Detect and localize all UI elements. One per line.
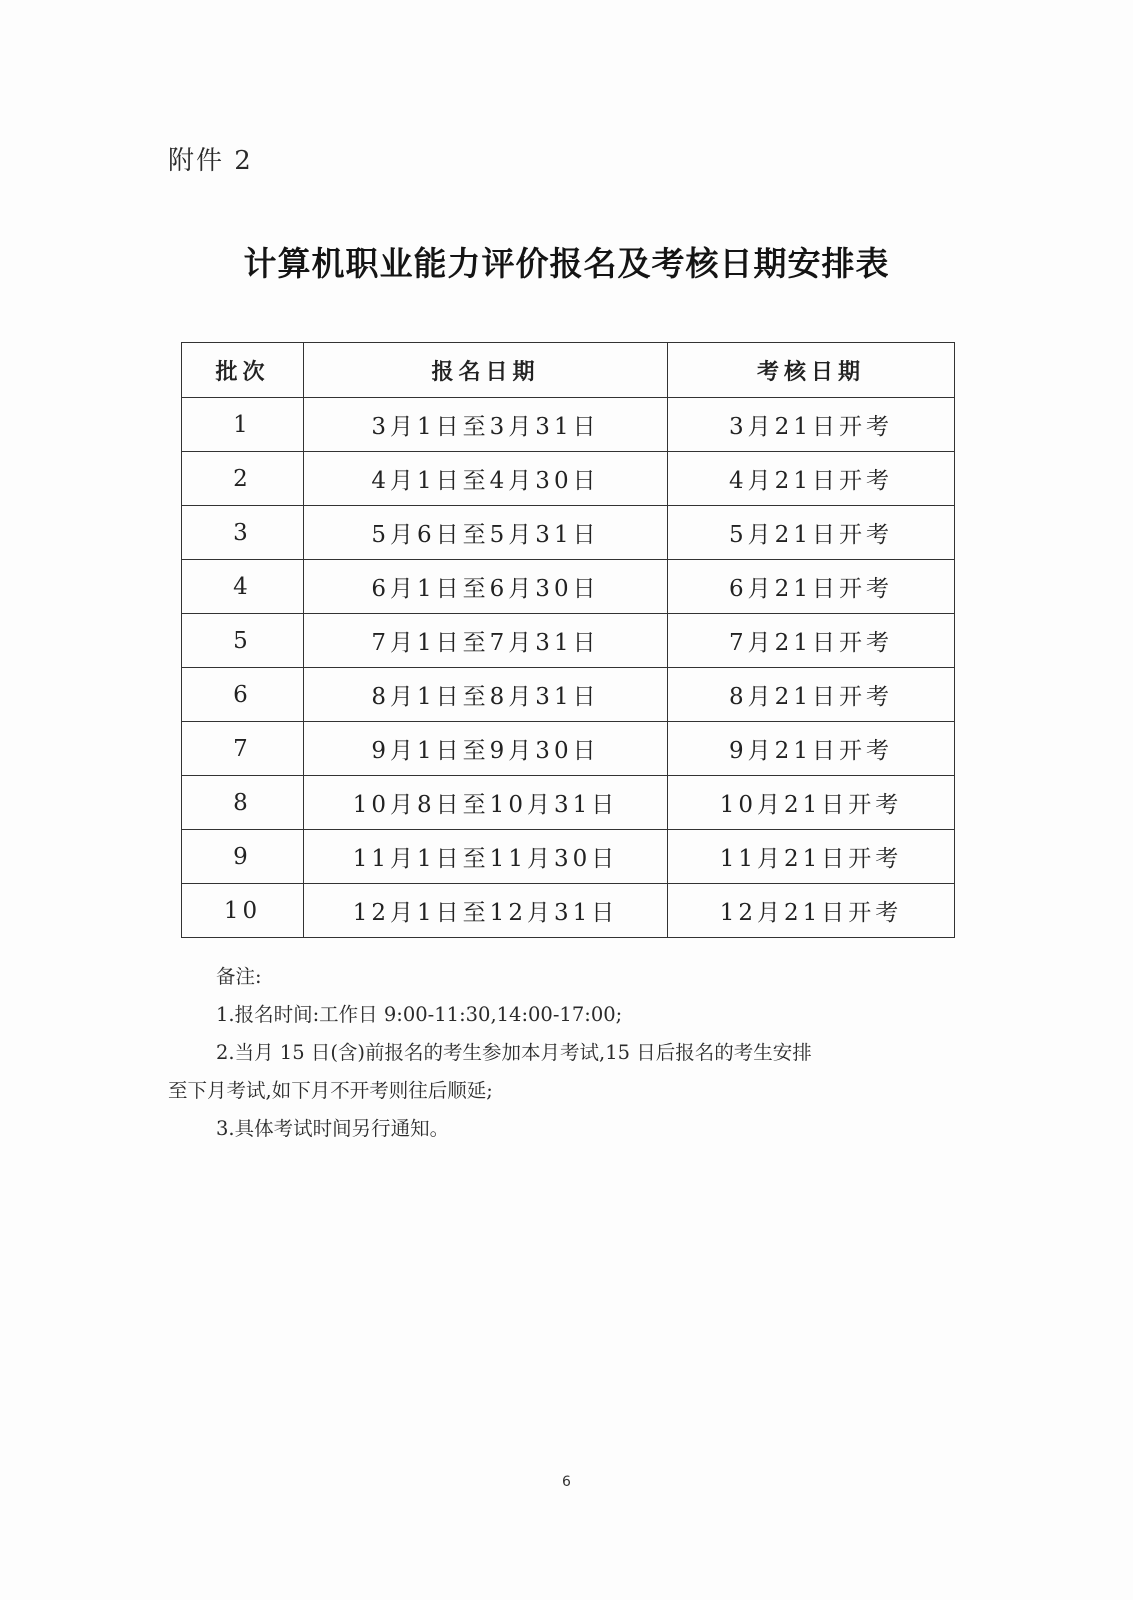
batch-cell: 6 <box>182 668 304 722</box>
table-row <box>182 830 955 884</box>
exam-date-cell: 6月21日开考 <box>668 560 955 614</box>
table-row <box>182 722 955 776</box>
attachment-label: 附件 2 <box>168 146 253 176</box>
registration-date-cell: 8月1日至8月31日 <box>304 668 668 722</box>
header-exam-date: 考核日期 <box>668 343 955 398</box>
batch-cell: 8 <box>182 776 304 830</box>
batch-cell: 7 <box>182 722 304 776</box>
batch-cell: 4 <box>182 560 304 614</box>
schedule-table <box>181 342 955 938</box>
registration-date-cell: 12月1日至12月31日 <box>304 884 668 938</box>
exam-date-cell: 10月21日开考 <box>668 776 955 830</box>
registration-date-cell: 6月1日至6月30日 <box>304 560 668 614</box>
exam-date-cell: 12月21日开考 <box>668 884 955 938</box>
header-batch: 批次 <box>182 343 304 398</box>
registration-date-cell: 7月1日至7月31日 <box>304 614 668 668</box>
table-row <box>182 560 955 614</box>
exam-date-cell: 5月21日开考 <box>668 506 955 560</box>
table-row <box>182 776 955 830</box>
exam-date-cell: 8月21日开考 <box>668 668 955 722</box>
table-row <box>182 452 955 506</box>
note-item-2: 2.当月 15 日(含)前报名的考生参加本月考试,15 日后报名的考生安排 <box>216 1041 812 1064</box>
header-registration-date: 报名日期 <box>304 343 668 398</box>
batch-cell: 2 <box>182 452 304 506</box>
notes-heading: 备注: <box>216 965 262 988</box>
registration-date-cell: 4月1日至4月30日 <box>304 452 668 506</box>
table-row <box>182 614 955 668</box>
note-item-1: 1.报名时间:工作日 9:00-11:30,14:00-17:00; <box>216 1003 623 1026</box>
exam-date-cell: 3月21日开考 <box>668 398 955 452</box>
registration-date-cell: 10月8日至10月31日 <box>304 776 668 830</box>
registration-date-cell: 5月6日至5月31日 <box>304 506 668 560</box>
registration-date-cell: 3月1日至3月31日 <box>304 398 668 452</box>
batch-cell: 10 <box>182 884 304 938</box>
registration-date-cell: 11月1日至11月30日 <box>304 830 668 884</box>
note-item-2-continued: 至下月考试,如下月不开考则往后顺延; <box>168 1079 493 1102</box>
exam-date-cell: 4月21日开考 <box>668 452 955 506</box>
exam-date-cell: 9月21日开考 <box>668 722 955 776</box>
batch-cell: 9 <box>182 830 304 884</box>
batch-cell: 3 <box>182 506 304 560</box>
batch-cell: 1 <box>182 398 304 452</box>
page-number: 6 <box>562 1474 571 1490</box>
table-row <box>182 668 955 722</box>
notes-section <box>168 958 968 1148</box>
exam-date-cell: 7月21日开考 <box>668 614 955 668</box>
exam-date-cell: 11月21日开考 <box>668 830 955 884</box>
note-item-3: 3.具体考试时间另行通知。 <box>216 1117 450 1140</box>
table-row <box>182 398 955 452</box>
registration-date-cell: 9月1日至9月30日 <box>304 722 668 776</box>
document-title: 计算机职业能力评价报名及考核日期安排表 <box>243 244 890 283</box>
table-header-row <box>182 343 955 398</box>
table-row <box>182 506 955 560</box>
table-row <box>182 884 955 938</box>
batch-cell: 5 <box>182 614 304 668</box>
